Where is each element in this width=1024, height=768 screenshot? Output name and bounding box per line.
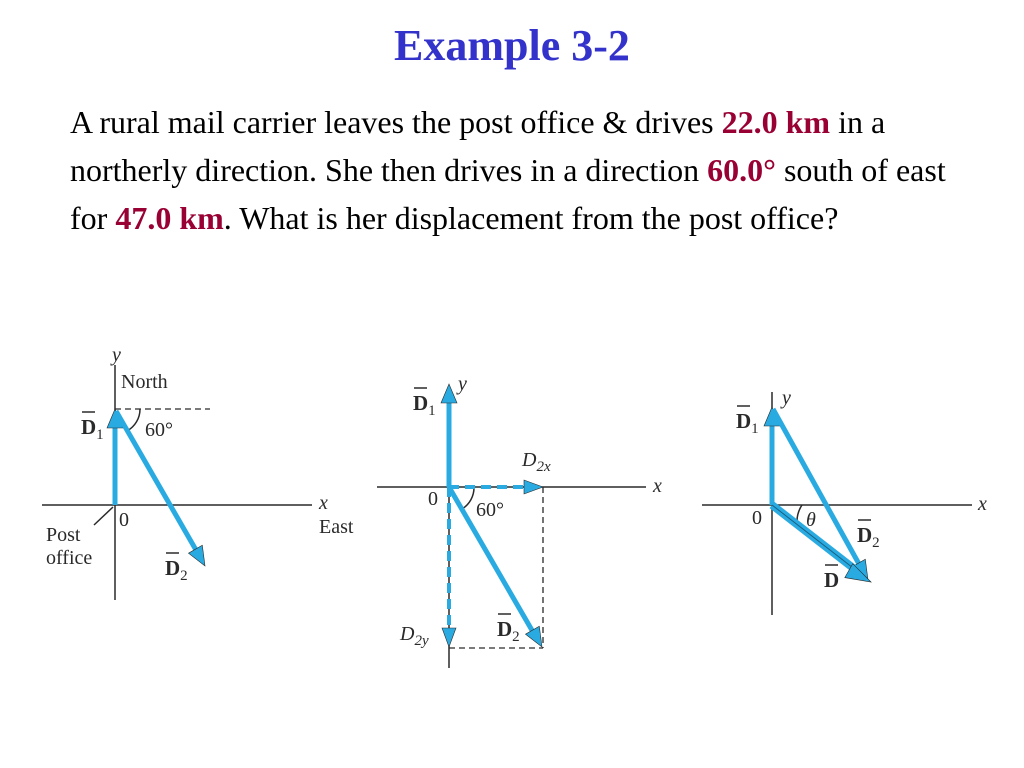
fig3-d-label xyxy=(824,565,839,592)
fig1-post-office-pointer xyxy=(94,507,113,525)
fig3-y-label: y xyxy=(782,387,791,409)
svg-text:D2y: $D_{2y}$ xyxy=(400,623,429,649)
fig1-north-label: North xyxy=(121,371,168,393)
problem-text-3: south of east for xyxy=(70,152,946,236)
fig2-d2x-label xyxy=(521,449,551,475)
fig3-x-label: x xyxy=(978,493,987,515)
fig2-d1-arrowhead xyxy=(441,384,457,403)
fig2-angle-arc xyxy=(462,487,474,509)
fig1-east-label: East xyxy=(319,516,354,538)
problem-text-1: A rural mail carrier leaves the post office & drives xyxy=(70,104,722,140)
fig2-y-label: y xyxy=(458,373,467,395)
figure-2 xyxy=(377,373,662,668)
fig2-d2x-arrowhead xyxy=(524,480,543,494)
figure-3 xyxy=(702,387,987,615)
problem-text-4: . What is her displacement from the post office? xyxy=(223,200,839,236)
fig2-d2y-label xyxy=(399,623,429,649)
fig3-d2-label xyxy=(857,520,880,551)
fig1-d1-label xyxy=(81,412,104,443)
fig1-origin-label: 0 xyxy=(119,509,129,531)
fig2-x-label: x xyxy=(653,475,662,497)
fig1-post-label-line2: office xyxy=(46,547,93,569)
fig2-d2-label xyxy=(497,614,520,645)
problem-statement xyxy=(70,98,970,242)
fig3-theta-arc xyxy=(797,505,802,521)
angle-value: 60.0° xyxy=(707,152,776,188)
vector-diagrams xyxy=(0,330,1024,690)
fig1-angle-arc xyxy=(127,409,140,431)
fig2-d2y-arrowhead xyxy=(442,628,456,647)
fig1-x-label: x xyxy=(319,492,328,514)
fig1-post-label-line1: Post xyxy=(46,524,81,546)
distance-1: 22.0 km xyxy=(721,104,831,140)
svg-text:D2: $D_2$ xyxy=(497,617,520,645)
svg-text:D1: $D_1$ xyxy=(81,415,104,443)
fig1-d2-label xyxy=(165,553,188,584)
distance-2: 47.0 km xyxy=(115,200,224,236)
fig2-origin-label: 0 xyxy=(428,488,438,510)
svg-text:D2: $D_2$ xyxy=(857,523,880,551)
problem-text-2: in a northerly direction. She then drives in a direction xyxy=(70,104,886,188)
svg-text:D: D xyxy=(824,568,840,592)
svg-text:D1: $D_1$ xyxy=(413,391,436,419)
figure-1 xyxy=(42,344,354,600)
svg-text:D2x: $D_{2x}$ xyxy=(522,449,551,475)
fig2-d2-arrowhead xyxy=(526,626,543,647)
fig1-d2-arrowhead xyxy=(189,545,206,566)
fig2-d1-label xyxy=(413,388,436,419)
svg-text:D2: $D_2$ xyxy=(165,556,188,584)
figures xyxy=(0,330,1024,690)
fig1-y-label: y xyxy=(112,344,121,366)
fig2-angle-label: 60° xyxy=(476,499,504,521)
svg-text:D1: $D_1$ xyxy=(736,409,759,437)
fig3-origin-label: 0 xyxy=(752,507,762,529)
fig1-angle-label: 60° xyxy=(145,419,173,441)
fig3-d1-label xyxy=(736,406,759,437)
slide-title: Example 3-2 xyxy=(394,21,630,70)
fig3-theta-label: θ xyxy=(806,509,816,531)
